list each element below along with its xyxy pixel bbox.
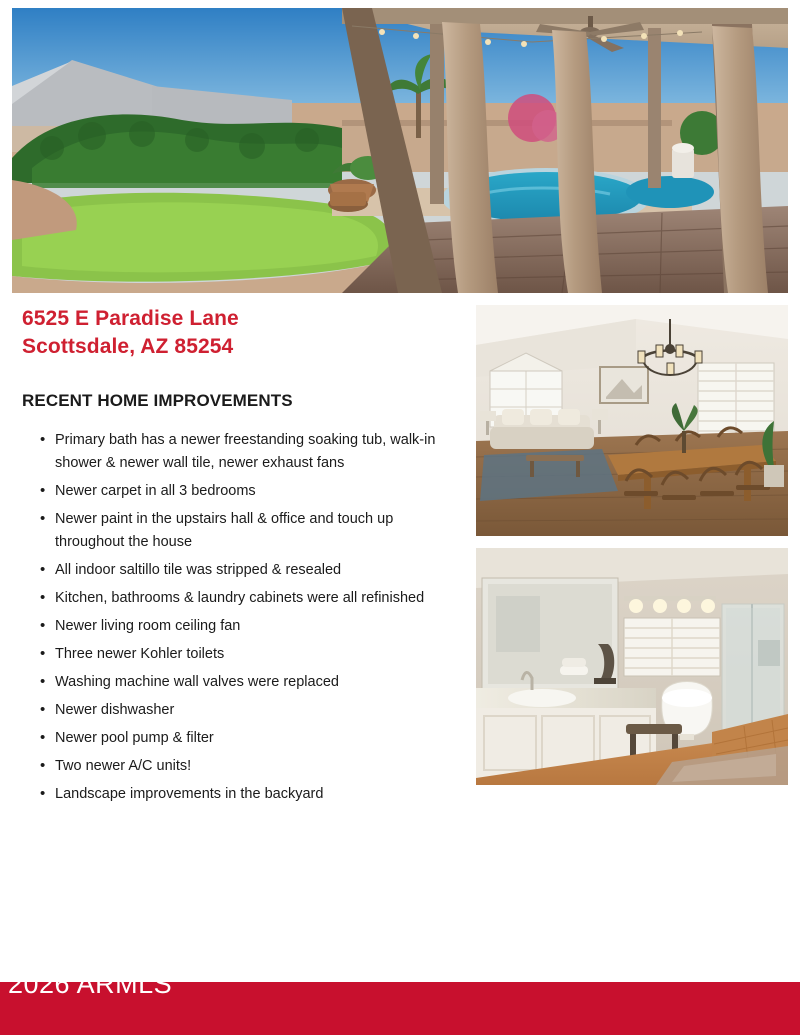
list-item: • Newer paint in the upstairs hall & office and touch up throughout the house (40, 508, 462, 554)
photo-primary-bathroom (476, 548, 788, 785)
listing-details (22, 305, 462, 811)
list-item: • Primary bath has a newer freestanding soaking tub, walk-in shower & newer wall tile, newer exhaust fans (40, 429, 462, 475)
list-item: • Landscape improvements in the backyard (40, 783, 462, 806)
list-item: • Washing machine wall valves were replaced (40, 671, 462, 694)
list-item: • Newer carpet in all 3 bedrooms (40, 480, 462, 503)
hero-photo-backyard (12, 8, 788, 293)
address-line-2: Scottsdale, AZ 85254 (22, 335, 234, 358)
photo-living-dining-room (476, 305, 788, 536)
list-item: • Newer dishwasher (40, 699, 462, 722)
list-item: • Newer pool pump & filter (40, 727, 462, 750)
list-item: • Three newer Kohler toilets (40, 643, 462, 666)
list-item: • Kitchen, bathrooms & laundry cabinets were all refinished (40, 587, 462, 610)
list-item: • Newer living room ceiling fan (40, 615, 462, 638)
footer-attribution: 2026 ARMLS (8, 969, 173, 999)
list-item: • All indoor saltillo tile was stripped & resealed (40, 559, 462, 582)
improvements-list (22, 429, 462, 806)
address-line-1: 6525 E Paradise Lane (22, 307, 239, 330)
section-title-improvements: RECENT HOME IMPROVEMENTS (22, 391, 293, 410)
list-item: • Two newer A/C units! (40, 755, 462, 778)
